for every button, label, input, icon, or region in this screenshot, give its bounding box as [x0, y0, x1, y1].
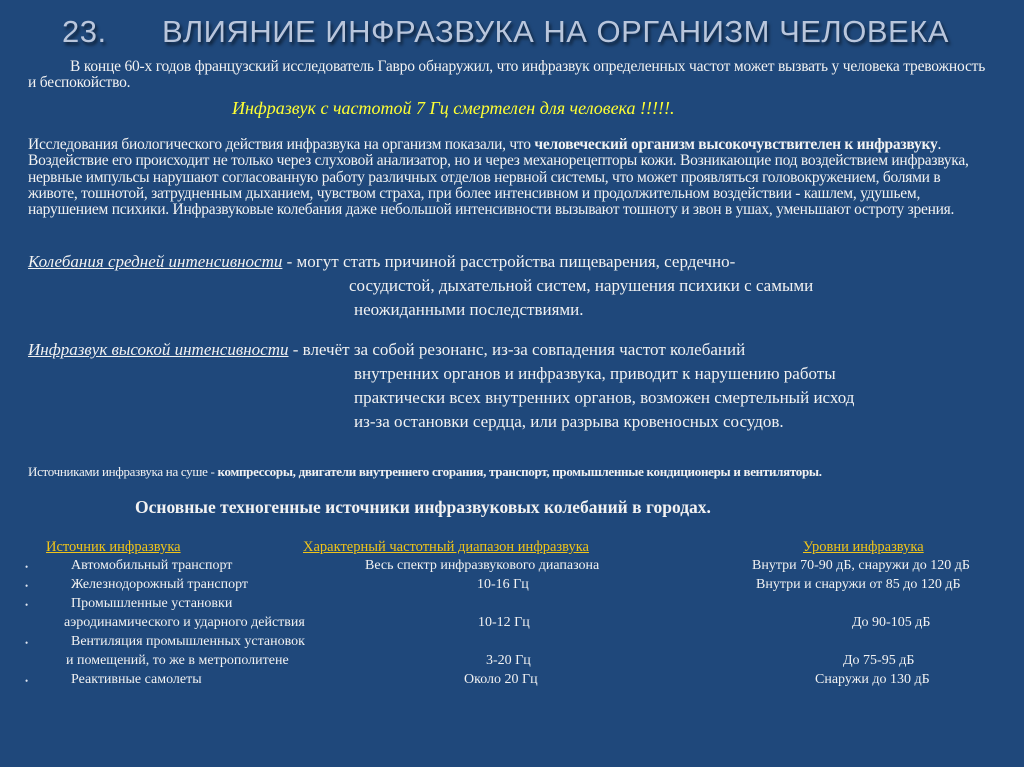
row-level: До 75-95 дБ: [843, 653, 915, 668]
high-intensity-text-3: практически всех внутренних органов, возможен смертельный исход: [354, 388, 855, 407]
column-header-level: Уровни инфразвука: [803, 539, 924, 555]
bullet-icon: •: [25, 600, 29, 610]
high-intensity-text-2: внутренних органов и инфразвука, приводит к нарушению работы: [354, 364, 836, 383]
column-header-source: Источник инфразвука: [46, 539, 181, 555]
infrasound-sources: [28, 464, 822, 480]
intro-paragraph: В конце 60-х годов французский исследователь Гавро обнаружил, что инфразвук определенных частот может вызвать у человека тревожность и беспокойство.: [28, 58, 986, 91]
medium-intensity-text-3: неожиданными последствиями.: [354, 300, 584, 319]
high-intensity-text-4: из-за остановки сердца, или разрыва кровеносных сосудов.: [354, 412, 784, 431]
row-level: Снаружи до 130 дБ: [815, 672, 930, 687]
row-frequency: 10-12 Гц: [478, 615, 530, 630]
research-text-end: . Воздействие его происходит не только через слуховой анализатор, но и через механорецепторы кожи. Возникающие под воздействием инфразвука, нервные импульсы нарушают согласованную работу различных отделов нервной системы, что может проявляться головокружением, болями в животе, тошнотой, затрудненным дыханием, чувством страха, при более интенсивном и продолжительном воздействии - кашлем, удушьем, нарушением психики. Инфразвуковые колебания даже небольшой интенсивности вызывают тошноту и звон в ушах, уменьшают остроту зрения.: [28, 136, 969, 219]
high-intensity-line-1: [28, 338, 745, 362]
row-frequency: 10-16 Гц: [477, 577, 529, 592]
research-bold-text: человеческий организм высокочувствителен к инфразвуку: [534, 136, 938, 153]
slide-number: 23.: [62, 14, 107, 49]
row-frequency: Около 20 Гц: [464, 672, 538, 687]
column-header-frequency: Характерный частотный диапазон инфразвука: [303, 539, 589, 555]
sources-prefix: Источниками инфразвука на суше -: [28, 464, 218, 479]
row-frequency: 3-20 Гц: [486, 653, 531, 668]
row-level: Внутри и снаружи от 85 до 120 дБ: [756, 577, 961, 592]
row-frequency: Весь спектр инфразвукового диапазона: [365, 558, 600, 573]
row-source: Автомобильный транспорт: [71, 558, 233, 573]
row-source: Реактивные самолеты: [71, 672, 202, 687]
row-source: Железнодорожный транспорт: [71, 577, 249, 592]
row-source: Вентиляция промышленных установок: [71, 634, 305, 649]
row-source: Промышленные установки: [71, 596, 233, 611]
table-heading: Основные техногенные источники инфразвуковых колебаний в городах.: [135, 497, 711, 517]
medium-intensity-label: Колебания средней интенсивности: [28, 252, 283, 271]
row-level: Внутри 70-90 дБ, снаружи до 120 дБ: [752, 558, 970, 573]
research-paragraph: [28, 137, 988, 218]
medium-intensity-text-2: сосудистой, дыхательной систем, нарушения психики с самыми: [349, 276, 814, 295]
row-level: До 90-105 дБ: [852, 615, 931, 630]
row-source-cont: аэродинамического и ударного действия: [64, 615, 305, 630]
highlight-statement: Инфразвук с частотой 7 Гц смертелен для человека !!!!!.: [232, 98, 675, 118]
medium-intensity-line-1: [28, 250, 735, 274]
high-intensity-label: Инфразвук высокой интенсивности: [28, 340, 289, 359]
row-source-cont: и помещений, то же в метрополитене: [66, 653, 289, 668]
sources-list: компрессоры, двигатели внутреннего сгорания, транспорт, промышленные кондиционеры и вентиляторы.: [217, 464, 822, 479]
bullet-icon: •: [25, 562, 29, 572]
medium-intensity-text-1: - могут стать причиной расстройства пищеварения, сердечно-: [282, 252, 736, 271]
slide-title-text: ВЛИЯНИЕ ИНФРАЗВУКА НА ОРГАНИЗМ ЧЕЛОВЕКА: [162, 14, 949, 49]
high-intensity-text-1: - влечёт за собой резонанс, из-за совпадения частот колебаний: [288, 340, 746, 359]
bullet-icon: •: [25, 581, 29, 591]
bullet-icon: •: [25, 638, 29, 648]
research-text-start: Исследования биологического действия инфразвука на организм показали, что: [28, 136, 535, 153]
bullet-icon: •: [25, 676, 29, 686]
slide-title: [62, 14, 949, 50]
